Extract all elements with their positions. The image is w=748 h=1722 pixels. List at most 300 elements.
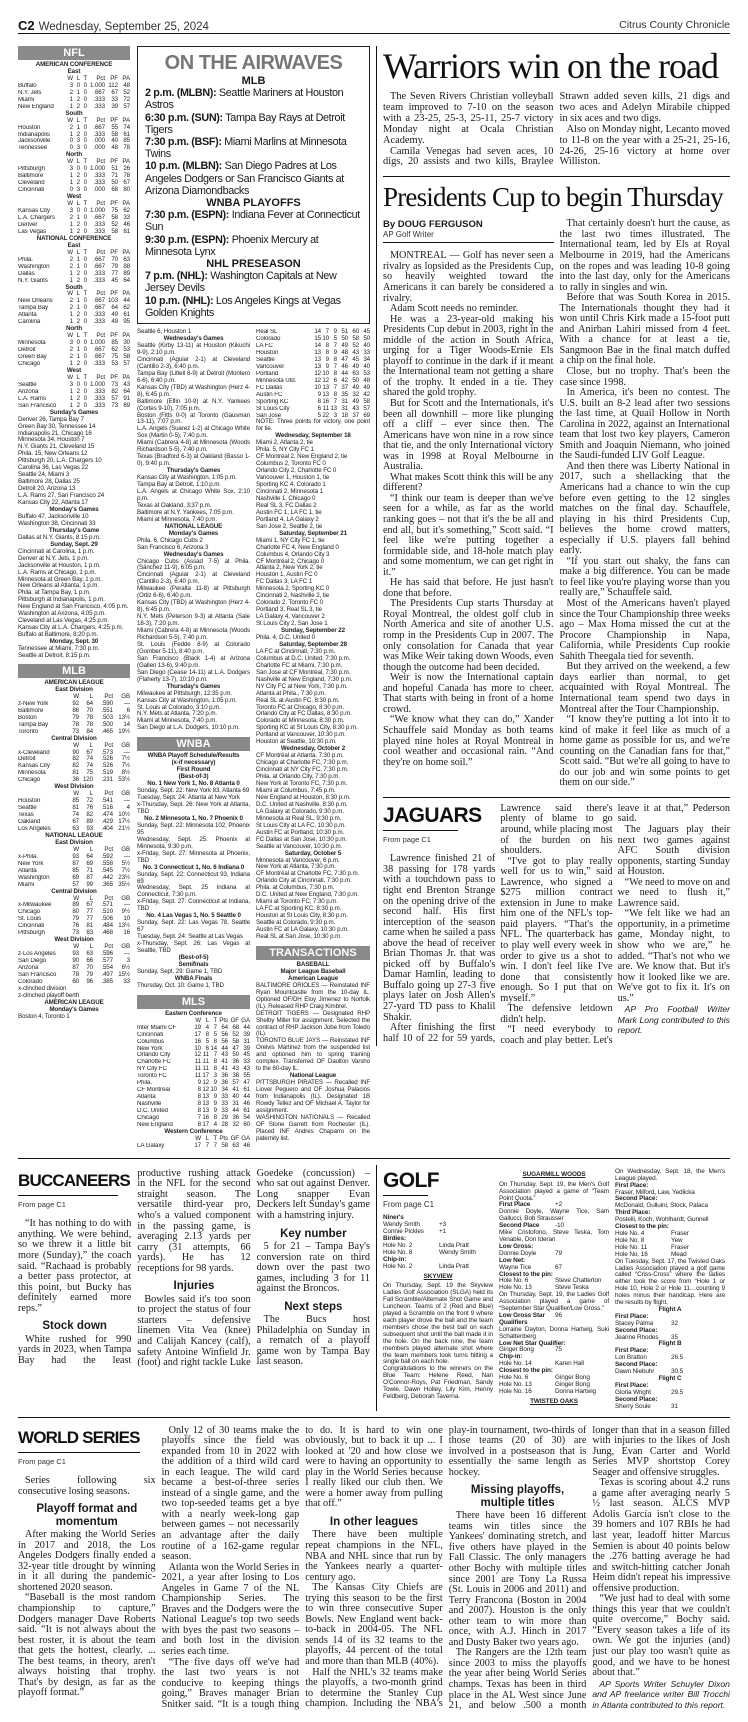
table-cell: Atlanta xyxy=(18,312,37,319)
table-cell: 85 xyxy=(111,339,118,347)
table-cell: W xyxy=(67,332,73,340)
subheading: Stock down xyxy=(42,1320,107,1333)
table-cell: Dallas xyxy=(18,270,35,277)
table-cell: 1 xyxy=(69,401,73,409)
table-cell: 8 xyxy=(333,355,337,363)
table-cell: New England xyxy=(18,103,54,110)
table-cell: 7 xyxy=(205,1141,209,1149)
table-cell: 32 xyxy=(352,390,359,398)
paragraph: There have been multiple repeat champions in the NFL, NBA and NHL since that run by the Yankees nearly a quarter-century ago. xyxy=(305,1529,443,1583)
table-cell: 64 xyxy=(123,276,130,284)
paragraph: Weir is now the International captain and hopeful Canada has more to cheer. That starts with being in front of a home crowd. xyxy=(383,672,554,715)
table-cell: 8 xyxy=(325,341,329,349)
table-cell: L.A. Chargers xyxy=(18,214,55,221)
table-cell: Pts xyxy=(219,1134,228,1142)
paragraph: Bowles said it's too soon to project the status of four starters – defensive linemen Vita Vea (knee) and Calijah Kancey (calf), safety Antoine Winfield Jr. (foot) and right tackle Luke Goedeke (concussion) – who sat out against Denver. Long snapper Evan Deckers left Sunday's game with a hamstring injury. xyxy=(137,1167,370,1369)
table-cell: 11 xyxy=(202,1058,209,1066)
agate-line: Sunday, Sept. 22: New York 83, Atlanta 69 xyxy=(137,787,250,795)
table-cell: 68 xyxy=(232,1023,239,1031)
table-cell: 3 xyxy=(333,411,337,419)
table-cell: 7 xyxy=(325,328,329,336)
table-cell: 82 xyxy=(72,762,79,770)
table-cell: Hole No. 13 xyxy=(499,1381,532,1388)
table-cell: 0 xyxy=(83,165,87,173)
agate-heading: Central Division xyxy=(51,887,97,895)
page-folio xyxy=(18,18,209,33)
agate-line: D.C. United at New England, 7:30 p.m. xyxy=(256,891,359,899)
table-cell: .333 xyxy=(93,401,105,409)
warriors-headline: Warriors win on the road xyxy=(383,46,718,86)
table-cell: 60 xyxy=(72,977,79,985)
table-cell: CF Montréal xyxy=(137,1087,170,1094)
table-cell: 9½ xyxy=(121,908,130,916)
table-cell: Hole No. 16 xyxy=(499,1387,532,1395)
golf-article xyxy=(376,1165,730,1411)
table-cell: Kansas City xyxy=(18,208,50,215)
agate-line: x-Thursday, Sept. 26: Las Vegas at Seattle, TBD xyxy=(137,940,250,955)
table-cell: 74 xyxy=(86,762,93,770)
table-cell: Vancouver xyxy=(256,363,285,370)
presidents-cup-headline: Presidents Cup to begin Thursday xyxy=(383,182,723,213)
table-cell: L xyxy=(76,158,80,166)
agate-line: Phila. at Columbus, 7:30 p.m. xyxy=(256,884,335,892)
table-cell: .365 xyxy=(101,880,113,888)
table-cell: 8 xyxy=(197,1100,201,1108)
paragraph: Texas is scoring about 4.2 runs a game after averaging nearly 5 ½ last season. ALCS MVP Adolis García isn't close to the 39 homers and 107 RBIs he had last year, leadoff hitter Marcus Semien is about 40 points below the .276 batting average he had and switch-hitting catcher Jonah Heim didn't repeat his impressive offensive production. xyxy=(592,1477,730,1594)
table-cell: Houston xyxy=(256,349,279,356)
table-cell: 43 xyxy=(221,1051,228,1059)
table-cell: 33 xyxy=(111,95,118,103)
agate-line: Miami at Toronto FC, 7:30 p.m. xyxy=(256,898,338,906)
table-cell: 45 xyxy=(243,1051,250,1059)
table-cell: .333 xyxy=(93,130,105,138)
table-cell: .465 xyxy=(101,727,113,735)
table-cell: Pct xyxy=(96,116,105,124)
table-cell: 5 xyxy=(205,1037,209,1045)
table-cell: 64 xyxy=(123,387,130,395)
table-cell: 2 xyxy=(69,353,73,361)
table-cell: 7½ xyxy=(121,762,130,770)
table-cell: Fraser xyxy=(671,1243,689,1251)
agate-line: Detroit 20, Arizona 13 xyxy=(18,485,76,493)
table-cell: 52 xyxy=(123,88,130,96)
table-cell: 17 xyxy=(194,1030,201,1038)
table-cell: Pct xyxy=(104,894,113,902)
table-cell: .333 xyxy=(93,318,105,326)
table-cell: 45 xyxy=(352,355,359,363)
table-cell: 1 xyxy=(69,387,73,395)
table-cell: 87 xyxy=(72,964,79,972)
table-cell: .554 xyxy=(101,964,113,972)
table-cell: 43 xyxy=(123,380,130,388)
table-cell: 89 xyxy=(72,901,79,909)
table-cell: 17½ xyxy=(118,818,130,826)
paragraph: “The five days off we've had the last two years is not conducive to keeping things going,” Braves manager Brian Snitker said. “It is a tough thing to do. It is hard to win one obviously, but to back it up ... I looked at '20 and how close we were to having an opportunity to play in the World Series because I really liked our club then. We were a homer away from pulling that off.” xyxy=(161,1424,443,1710)
table-cell: Wendy Smith xyxy=(383,1221,420,1229)
table-cell xyxy=(18,333,66,340)
table-cell: 28 xyxy=(221,1121,228,1128)
table-cell xyxy=(18,847,65,854)
table-cell: 7 xyxy=(333,362,337,370)
table-cell: 82 xyxy=(111,387,118,395)
table-cell: LA Galaxy xyxy=(137,1142,165,1149)
table-cell: Miami xyxy=(18,881,34,888)
table-cell: Houston xyxy=(18,124,41,131)
paragraph: “If you start out shaky, the fans can make a big difference. You can be made to feel like you're playing worse than you really are,” Schauffele said. xyxy=(559,555,730,599)
table-cell: 0 xyxy=(83,88,87,96)
agate-label: First Place: xyxy=(615,1181,649,1189)
table-cell: 5½ xyxy=(121,859,130,867)
paragraph: The Bucs host Philadelphia on Sunday in a rematch of a playoff game won by Tampa Bay last season. xyxy=(256,1314,370,1368)
agate-heading: NATIONAL LEAGUE xyxy=(45,831,103,839)
table-cell: Oakland xyxy=(18,819,41,826)
table-cell: 0 xyxy=(83,269,87,277)
agate-line: N.Y. Mets at Atlanta, 7:20 p.m. xyxy=(137,710,218,718)
table-cell: W xyxy=(73,894,79,902)
broadcast-time: 7 p.m. (NHL): xyxy=(145,270,208,283)
airwaves-listing xyxy=(145,234,362,258)
mls-schedule-agate xyxy=(256,329,370,941)
table-cell: 14 xyxy=(123,720,130,728)
agate-line: Sunday, Sept. 29: Game 1, TBD xyxy=(137,967,223,975)
agate-heading: Flight C xyxy=(658,1375,682,1382)
table-cell: 2 xyxy=(69,123,73,131)
table-cell: 49 xyxy=(352,362,359,370)
table-cell: 80 xyxy=(72,908,79,916)
stories-area xyxy=(376,46,730,1046)
table-cell: PF xyxy=(110,248,118,256)
agate-line: LA FC at Sporting KC, 8:30 p.m. xyxy=(256,905,342,913)
table-cell: .506 xyxy=(101,915,113,923)
agate-line: Pittsburgh 20, L.A. Chargers 10 xyxy=(18,457,102,465)
paragraph: “Baseball is the most random championship to capture,” Dodgers manager Dave Roberts said. “It is not always about the best roster, it is about the team that gets the hottest, clearly. ... The best teams, in theory, aren't always hoisting that trophy. That's by design, as far as the playoff format.” xyxy=(18,1592,156,1699)
agate-line: Miami 1, NY City FC 1, tie xyxy=(256,536,325,544)
table-cell: 8 xyxy=(213,1065,217,1073)
table-cell: 13 xyxy=(314,362,321,370)
table-cell: Baltimore xyxy=(18,173,44,180)
table-cell: 67 xyxy=(86,748,93,756)
table-cell: L xyxy=(76,248,80,256)
agate-line: Sunday, Sept. 22: Las Vegas 78, Seattle 67 xyxy=(137,919,250,934)
table-cell: 34 xyxy=(221,1086,228,1094)
table-cell: GB xyxy=(121,741,130,749)
agate-line: Charlotte FC at Miami, 7:30 p.m. xyxy=(256,661,343,669)
agate-line: Tennessee at Miami, 7:30 p.m. xyxy=(18,645,100,653)
table-cell: .333 xyxy=(93,394,105,402)
table-cell: 46 xyxy=(123,220,130,228)
table-cell: 7 xyxy=(333,383,337,391)
byline-rule xyxy=(383,242,554,243)
agate-line: On Thursday, Sept. 19, the Ladies Golf Association played a game of “September Star Qualifier/Low Gross.” xyxy=(499,1291,609,1313)
nfl-agate xyxy=(18,62,130,660)
table-cell xyxy=(137,1018,193,1025)
table-cell: 12 xyxy=(202,1086,209,1094)
table-cell: GF xyxy=(230,1134,239,1142)
table-cell: 34 xyxy=(363,355,370,363)
top-section xyxy=(18,46,730,1150)
table-cell: T xyxy=(83,74,87,82)
agate-line: z-clinched playoff berth xyxy=(18,991,80,999)
table-cell: .333 xyxy=(93,172,105,180)
agate-heading: No. 4 Las Vegas 1, No. 5 Seattle 0 xyxy=(146,912,241,920)
table-row xyxy=(615,1404,725,1411)
paragraph: Camila Venegas had seven aces, 10 digs, 20 assists and two kills, Braylee Strawn added seven kills, 21 digs and two aces and Adelyn Mirabile chipped in six aces and two digs. xyxy=(383,91,730,168)
table-cell: 0 xyxy=(83,311,87,319)
agate-line: Phila. 5, NY City FC 1 xyxy=(256,446,314,454)
agate-heading: North xyxy=(66,325,82,333)
table-cell: 44 xyxy=(221,1044,228,1052)
airwaves-listing xyxy=(145,136,362,160)
agate-heading: Saturday, October 5 xyxy=(284,849,342,857)
table-cell: Miami xyxy=(18,96,34,103)
table-cell: 12 xyxy=(322,376,329,384)
agate-heading: No. 1 New York 1, No. 8 Atlanta 0 xyxy=(147,780,240,788)
table-cell: Toronto xyxy=(18,728,38,735)
table-cell: 86 xyxy=(72,706,79,714)
wnba-agate xyxy=(137,753,250,989)
table-cell: Toronto FC xyxy=(137,1073,167,1080)
paragraph: Also on Monday night, Lecanto moved to 11-8 on the year with a 25-21, 25-16, 24-26, 25-16 victory at home over Williston. xyxy=(559,123,730,168)
buccaneers-article xyxy=(18,1165,370,1369)
table-cell: .510 xyxy=(101,908,113,916)
table-cell: 74 xyxy=(86,755,93,763)
table-cell: LA FC xyxy=(256,342,273,349)
table-cell: 8 xyxy=(317,397,321,405)
table-cell: 3 xyxy=(76,186,80,194)
table-cell: 63 xyxy=(352,369,359,377)
table-cell xyxy=(18,76,66,83)
agate-line: L.A. Rams at Chicago, 1 p.m. xyxy=(18,568,97,576)
table-cell: 79 xyxy=(72,915,79,923)
table-cell: 8 xyxy=(197,1093,201,1101)
table-cell: .333 xyxy=(93,269,105,277)
golf-results-col-1 xyxy=(383,1215,493,1401)
table-cell: 47 xyxy=(243,1079,250,1087)
table-cell: 42 xyxy=(341,376,348,384)
table-cell: 51 xyxy=(341,328,348,336)
table-cell: 79 xyxy=(72,713,79,721)
agate-heading: West xyxy=(66,193,82,201)
table-cell: Houston xyxy=(18,798,41,805)
table-cell: 1 xyxy=(76,304,80,312)
agate-heading: Wednesday's Games xyxy=(163,550,224,558)
agate-line: San Francisco (Black 1-4) at Arizona (Gallen 13-6), 9:40 p.m. xyxy=(137,654,250,669)
table-cell: Hole No. 14 xyxy=(499,1360,532,1368)
airwaves-listing xyxy=(145,87,362,111)
paragraph: “I think our team is deeper than we've seen for a while, as far as the world ranking goes – not that it's the be all and end all, but it's something,” Scott said. “I feel like we're putting together a formidable side, and 18-hole match play and some momentum, we can get right in it.” xyxy=(383,492,554,578)
agate-line: Cleveland at Las Vegas, 4:25 p.m. xyxy=(18,617,109,625)
agate-heading: WNBA Finals xyxy=(174,974,213,982)
table-cell: 66 xyxy=(86,957,93,965)
table-cell: 41 xyxy=(221,1058,228,1066)
table-cell: Hole No. 2 xyxy=(383,1241,413,1249)
table-cell: 11 xyxy=(202,1051,209,1059)
table-cell: 81 xyxy=(86,922,93,930)
agate-heading: Major League Baseball xyxy=(280,967,346,975)
table-cell: San Diego xyxy=(18,958,46,965)
table-cell: 32 xyxy=(232,1121,239,1128)
table-cell: Los Angeles xyxy=(18,825,51,832)
table-cell: 81 xyxy=(72,769,79,777)
paragraph: The Presidents Cup starts Thursday at Royal Montreal, the oldest golf club in North America and site of another U.S. romp in the Presidents Cup in 2007. The only consolation for Canada that year was Mike Weir taking down Woods, even though the outcome had been decided. xyxy=(383,598,554,673)
agate-line: Denver at N.Y. Jets, 1 p.m. xyxy=(18,554,89,562)
table-cell: Tennessee xyxy=(18,145,48,152)
table-cell: Seattle xyxy=(256,356,275,363)
table-cell: 9 xyxy=(317,390,321,398)
table-cell: GB xyxy=(121,943,130,951)
table-cell: 49 xyxy=(111,318,118,326)
agate-line: CF Montréal 2, Chicago 0 xyxy=(256,557,325,565)
broadcast-matchup: Phoenix Mercury at Minnesota Lynx xyxy=(145,233,319,258)
table-cell: 6 xyxy=(317,404,321,412)
warriors-article-body xyxy=(383,92,730,168)
table-cell: Seattle xyxy=(18,805,37,812)
presidents-cup-body xyxy=(383,219,730,789)
paragraph: “We just had to deal with some things this year that we couldn't quite overcome,” Bochy said. “Every season takes a life of its own. We got the injuries (and) just our play too wasn't quite as good, and we have to be honest about that.” xyxy=(592,1593,730,1679)
agate-line: NOTE: Three points for victory, one point for tie. xyxy=(256,418,370,433)
table-cell: 10 xyxy=(123,915,130,923)
table-cell: 0 xyxy=(83,346,87,354)
table-cell: 69 xyxy=(86,859,93,867)
agate-heading: AMERICAN LEAGUE xyxy=(44,678,104,686)
paragraph: “I've got to play really well for us to win,” said Lawrence, who signed a $275 million contract extension in June to make him one of the NFL's top-paid players. “That's the NFL. The quarterback has to play well every week in order to give us a shot to win. I don't feel like I've done that consistently enough. So I put that on myself.” xyxy=(500,855,613,1004)
agate-label: Second Place: xyxy=(615,1395,658,1403)
table-cell: 9 xyxy=(213,1079,217,1087)
table-cell: Cincinnati xyxy=(18,923,45,930)
table-cell: Donnie Doyle xyxy=(499,1249,537,1257)
table-cell: 3 xyxy=(69,339,73,347)
credit-line: AP Pro Football Writer Mark Long contributed to this report. xyxy=(617,1004,730,1036)
table-cell: .333 xyxy=(93,359,105,367)
table-cell: 33 xyxy=(221,1100,228,1108)
table-cell: Arizona xyxy=(18,965,39,972)
agate-line: Minnesota at Green Bay, 1 p.m. xyxy=(18,575,102,583)
table-cell: Gloria Wright xyxy=(615,1388,651,1396)
table-cell: Orlando City xyxy=(137,1052,171,1059)
table-cell: 45 xyxy=(111,276,118,284)
agate-line: Real SL at San Jose, 10:30 p.m. xyxy=(256,932,342,940)
table-cell: 43 xyxy=(243,1065,250,1073)
table-cell: 3 xyxy=(69,207,73,215)
agate-line: St Louis City 2, San Jose 1 xyxy=(256,620,328,628)
table-cell: 60 xyxy=(243,1121,250,1128)
agate-line: CF Montréal at Atlanta, 7:30 p.m. xyxy=(256,752,344,760)
table-cell: 78 xyxy=(123,172,130,180)
table-cell: San Francisco xyxy=(18,972,57,978)
agate-line: Baltimore at N.Y. Yankees, 7:05 p.m. xyxy=(137,508,234,516)
table-cell: 85 xyxy=(72,866,79,874)
table-cell: 2 xyxy=(69,304,73,312)
table-cell: 0 xyxy=(83,297,87,305)
table-cell: Pct xyxy=(104,790,113,798)
agate-line: Orlando City at FC Dallas, 8:30 p.m. xyxy=(256,710,352,718)
table-cell: 63 xyxy=(72,824,79,832)
agate-line: N.Y. Mets (Peterson 9-3) at Atlanta (Sale 18-3), 7:20 p.m. xyxy=(137,613,250,628)
table-cell: L xyxy=(76,200,80,208)
agate-line: Cincinnati (Aguiar 2-1) at Cleveland (Cantillo 2-3), 6:40 p.m. xyxy=(137,571,250,586)
table-cell: Donna Hartwig xyxy=(555,1387,596,1395)
table-cell: 50 xyxy=(363,335,370,343)
agate-heading: West Division xyxy=(54,783,94,791)
table-cell: 62 xyxy=(123,304,130,312)
agate-line: DETROIT TIGERS — Designated RHP Shelby Miller for assignment. Selected the contract of RHP Jackson Jobe from Toledo (IL). xyxy=(256,1009,370,1038)
agate-line: Tampa Bay (Littell 8-9) at Detroit (Montero 6-6), 6:40 p.m. xyxy=(137,369,250,384)
table-cell: 0 xyxy=(83,380,87,388)
world-series-body xyxy=(18,1426,730,1712)
agate-line: Phila. at Tampa Bay, 1 p.m. xyxy=(18,589,91,597)
table-cell: 13 xyxy=(322,383,329,391)
table-cell: 6 xyxy=(333,376,337,384)
table-cell: 2 xyxy=(76,359,80,367)
table-cell: Wayne Tice xyxy=(499,1263,532,1271)
table-cell: 2 xyxy=(76,401,80,409)
table-cell: 3 xyxy=(76,144,80,152)
agate-line: Sporting KC at St Louis City, 8:30 p.m. xyxy=(256,724,358,732)
table-cell: PF xyxy=(110,290,118,298)
table-cell: Ginger Bong xyxy=(555,1381,590,1388)
table-cell: .667 xyxy=(93,262,105,270)
agate-label: Third Place: xyxy=(615,1209,651,1217)
broadcast-matchup: Miami Marlins at Minnesota Twins xyxy=(145,136,347,161)
table-cell: 0 xyxy=(69,186,73,194)
table-cell: Pts xyxy=(219,1016,228,1024)
agate-label: Closest to the pin: xyxy=(499,1367,553,1375)
agate-label: Chip-in: xyxy=(499,1353,523,1361)
table-cell: 61 xyxy=(123,130,130,138)
on-the-airwaves-box xyxy=(137,46,370,324)
agate-line: Austin FC at Portland, 10:30 p.m. xyxy=(256,828,345,836)
paragraph: He has said that before. He just hasn't done that before. xyxy=(383,577,554,599)
agate-line: Kansas City at L.A. Chargers, 4:25 p.m. xyxy=(18,624,124,632)
table-cell: Ginger Bong xyxy=(499,1346,534,1354)
table-cell: 0 xyxy=(83,387,87,395)
table-cell: 1.000 xyxy=(90,207,105,215)
paragraph: “It has nothing to do with anything. We were behind, so we threw it a little bit more (Sunday),” the coach said. “Rachaad is probably a better pass protector, at this point, but Bucky has definitely earned more reps.” xyxy=(18,1218,132,1314)
table-cell: 15½ xyxy=(118,971,130,978)
agate-line: New England at Houston, 8:30 p.m. xyxy=(256,793,351,801)
table-cell: 33 xyxy=(123,977,130,985)
table-cell: — xyxy=(123,748,130,756)
airwaves-listing xyxy=(145,270,362,294)
paragraph: “We felt like we had an opportunity, in a primetime game, Monday night, to show who we are,” he added. “That's not who we are. We know that. But it's how it looked like we are. We've got to fix it. It's on us.” xyxy=(617,908,730,1004)
table-cell: PF xyxy=(110,158,118,166)
buccaneers-body xyxy=(18,1169,370,1369)
table-cell: 10 xyxy=(314,383,321,391)
table-cell: 81 xyxy=(123,227,130,235)
table-cell: GA xyxy=(241,1134,250,1142)
table-cell: W xyxy=(73,741,79,749)
agate-heading: NATIONAL CONFERENCE xyxy=(36,234,112,242)
table-cell: .333 xyxy=(93,220,105,228)
table-row xyxy=(383,1264,493,1271)
agate-heading: East Division xyxy=(55,838,93,846)
table-cell: 93 xyxy=(72,950,79,958)
agate-heading: Monday's Games xyxy=(49,1005,99,1013)
agate-heading: South xyxy=(65,109,83,117)
agate-heading: Monday's Games xyxy=(49,506,99,513)
table-cell: Mead xyxy=(671,1250,687,1258)
table-cell: 49 xyxy=(111,311,118,319)
table-cell: 40 xyxy=(363,341,370,349)
table-cell: 5 xyxy=(317,411,321,419)
table-cell: .333 xyxy=(93,227,105,235)
table-cell: 85 xyxy=(72,797,79,805)
table-cell: L xyxy=(76,116,80,124)
table-cell: 73 xyxy=(111,401,118,409)
table-cell: 0 xyxy=(83,304,87,312)
agate-line: Seattle at Colorado, 9:30 p.m. xyxy=(256,919,336,927)
table-cell: T xyxy=(213,1134,217,1142)
